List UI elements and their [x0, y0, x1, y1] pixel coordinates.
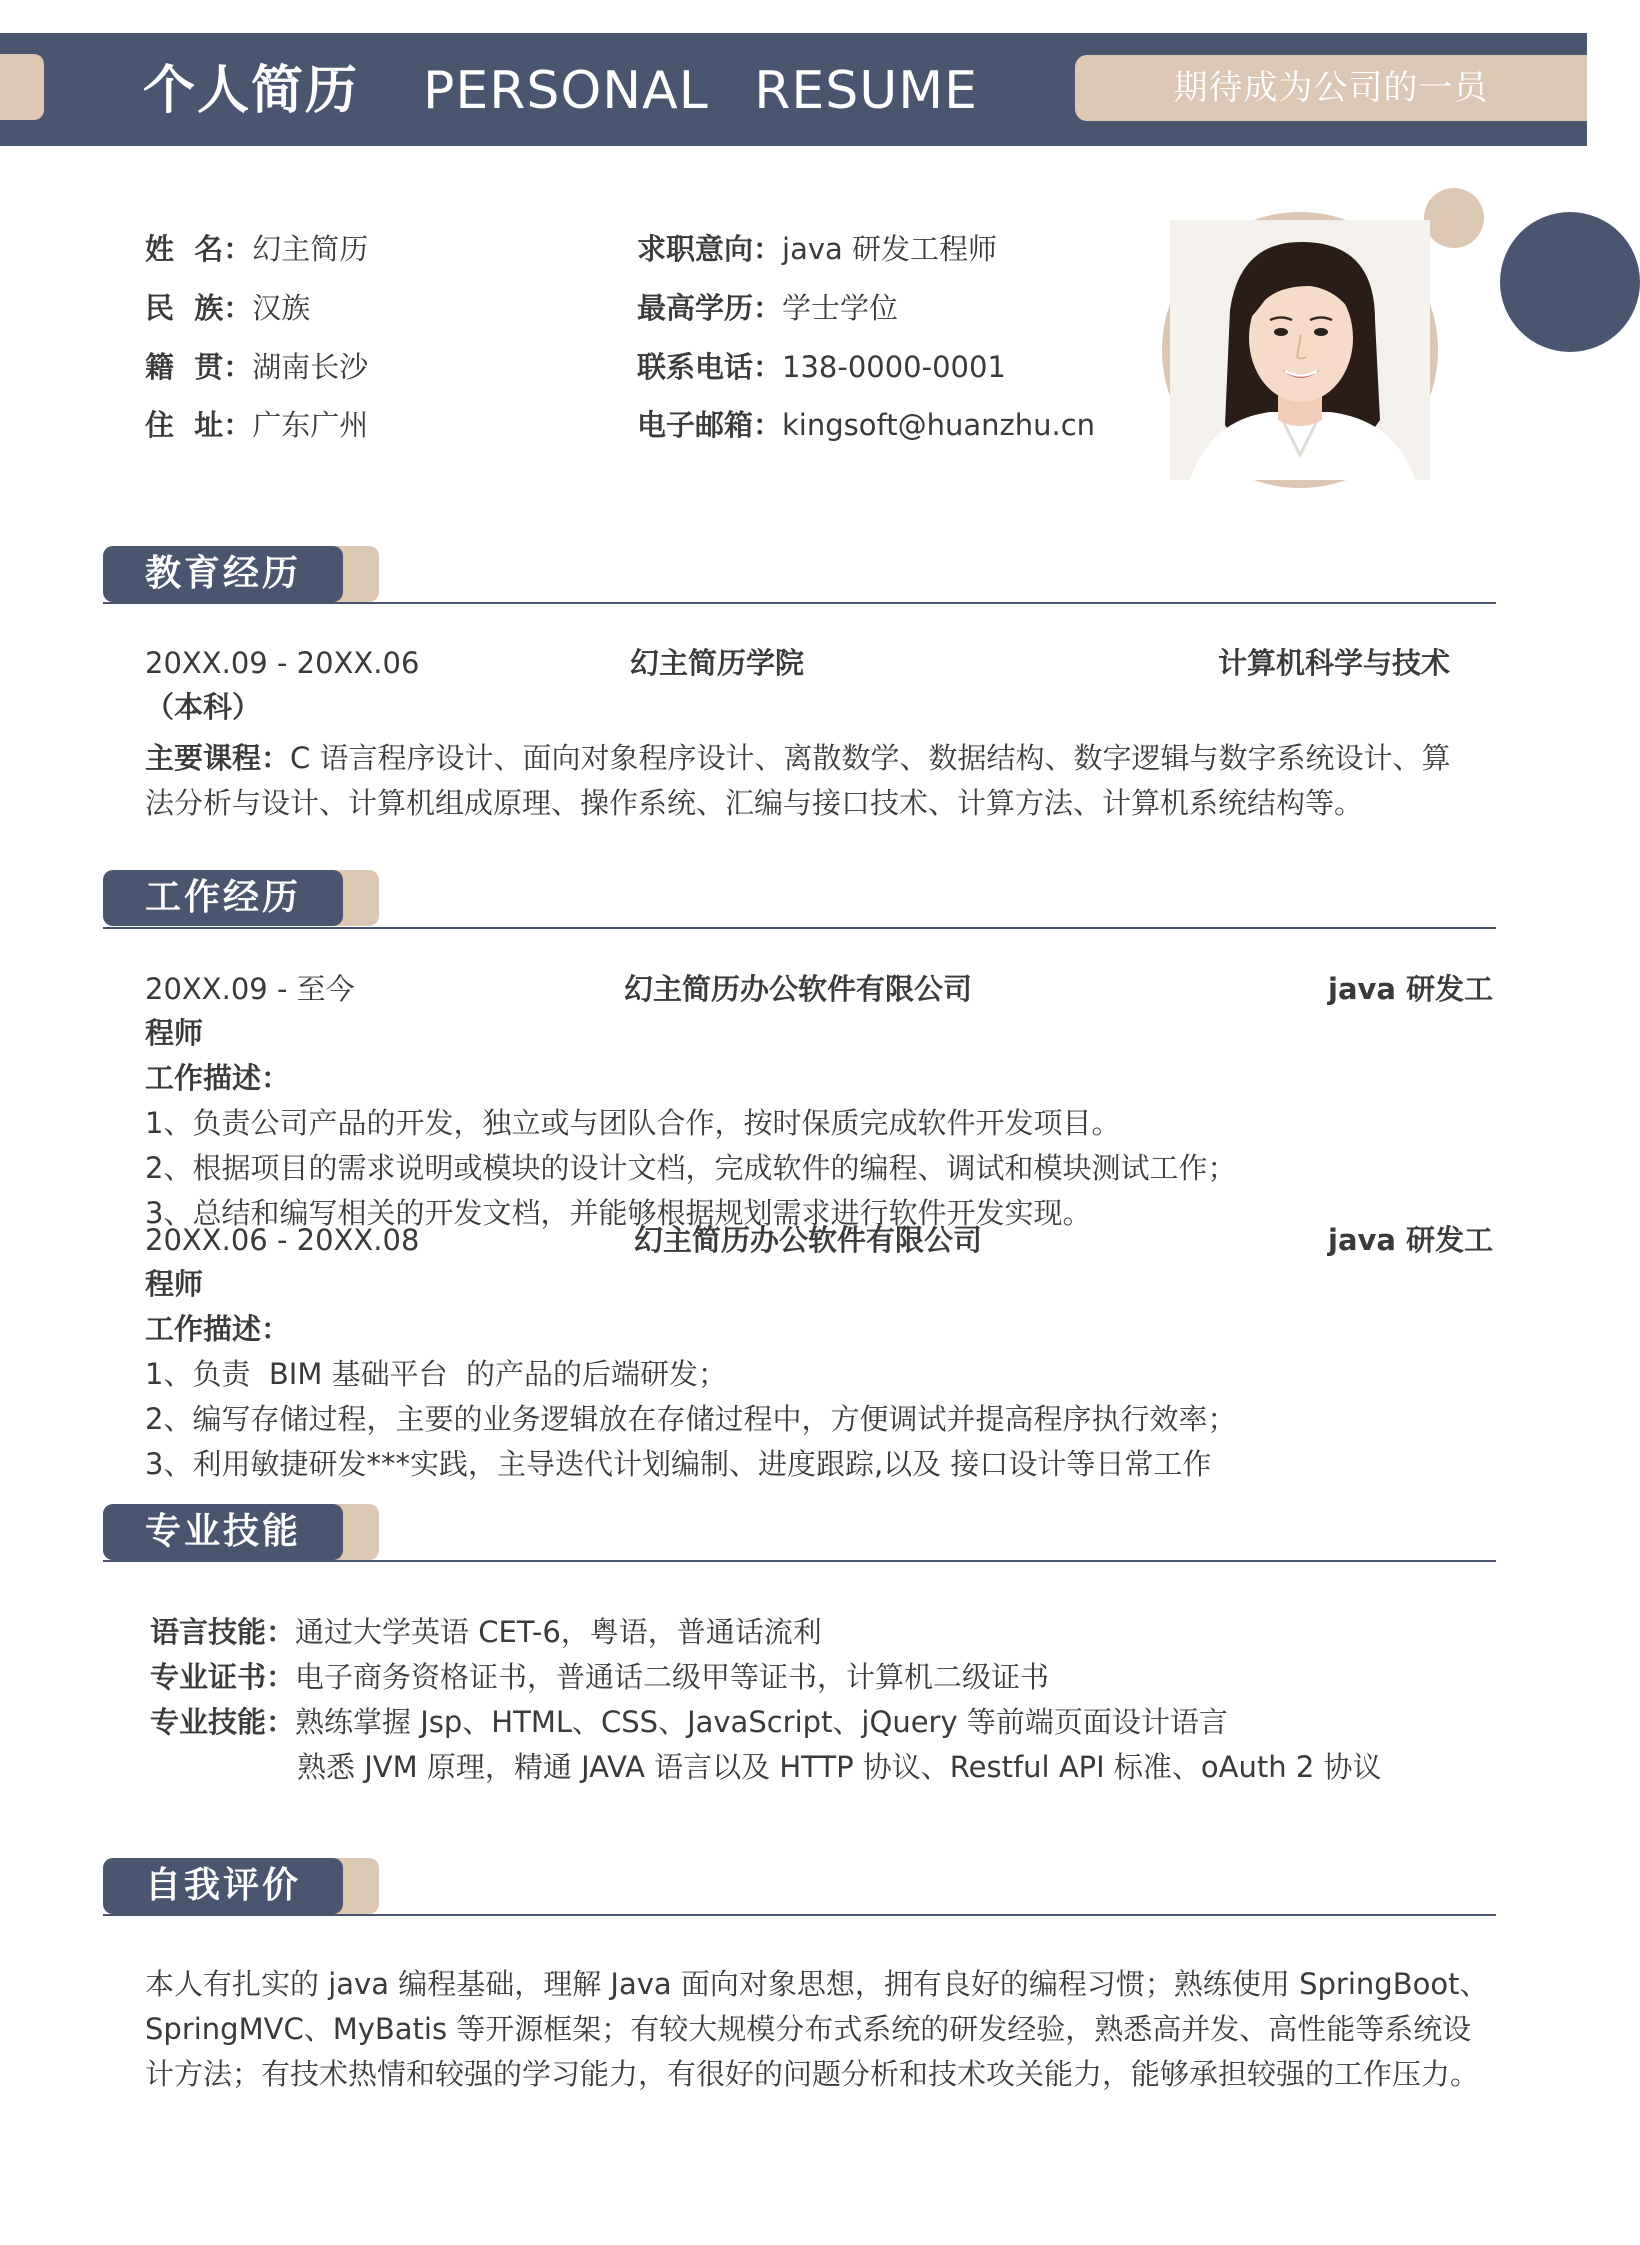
job-1-description	[145, 1101, 1505, 1230]
education-heading: 教育经历	[103, 546, 343, 602]
skill-professional-extra: 熟悉 JVM 原理，精通 JAVA 语言以及 HTTP 协议、Restful API 标准、oAuth 2 协议	[297, 1750, 1382, 1784]
avatar	[1170, 220, 1430, 480]
education-level: （本科）	[145, 690, 262, 724]
resume-title-cn: 个人简历	[143, 61, 360, 121]
skill-professional-value: 熟练掌握 Jsp、HTML、CSS、JavaScript、jQuery 等前端页面设计语言	[295, 1705, 1228, 1739]
job-2-description	[145, 1352, 1505, 1481]
job-2-line-2: 2、编写存储过程，主要的业务逻辑放在存储过程中，方便调试并提高程序执行效率；	[145, 1402, 1237, 1436]
info-ethnicity-label: 民 族：	[145, 291, 253, 325]
self-eval-heading: 自我评价	[103, 1858, 343, 1914]
education-period: 20XX.09 - 20XX.06	[145, 646, 420, 680]
job-1-role-cont: 程师	[145, 1016, 204, 1050]
info-degree-value: 学士学位	[782, 291, 899, 325]
self-eval-line-1: 本人有扎实的 java 编程基础，理解 Java 面向对象思想，拥有良好的编程习惯；熟练使用 SpringBoot、	[145, 1967, 1489, 2001]
info-address-value: 广东广州	[252, 408, 369, 442]
job-1-line-3: 3、总结和编写相关的开发文档，并能够根据规划需求进行软件开发实现。	[145, 1196, 1092, 1230]
job-2-desc-label: 工作描述：	[145, 1312, 291, 1346]
info-objective-label: 求职意向：	[637, 232, 783, 266]
education-school: 幻主简历学院	[630, 646, 805, 680]
info-degree	[637, 288, 898, 328]
self-eval-line-2: SpringMVC、MyBatis 等开源框架；有较大规模分布式系统的研发经验，熟悉高并发、高性能等系统设	[145, 2012, 1472, 2046]
decor-circle-small	[1424, 188, 1484, 248]
job-1-line-1: 1、负责公司产品的开发，独立或与团队合作，按时保质完成软件开发项目。	[145, 1106, 1121, 1140]
work-heading: 工作经历	[103, 870, 343, 926]
courses-label: 主要课程：	[145, 741, 291, 775]
header-left-tab-decoration	[0, 54, 44, 120]
work-divider	[103, 927, 1496, 929]
skill-professional	[150, 1700, 1228, 1744]
info-hometown	[145, 347, 368, 387]
job-2-role: java 研发工	[1328, 1223, 1494, 1257]
skill-language-value: 通过大学英语 CET-6，粤语，普通话流利	[295, 1615, 822, 1649]
education-major: 计算机科学与技术	[1218, 646, 1451, 680]
education-courses	[145, 736, 1505, 820]
job-2-line-3: 3、利用敏捷研发***实践，主导迭代计划编制、进度跟踪,以及 接口设计等日常工作	[145, 1447, 1212, 1481]
info-ethnicity-value: 汉族	[252, 291, 311, 325]
skill-certificates-label: 专业证书：	[150, 1660, 296, 1694]
info-name	[145, 229, 368, 269]
info-hometown-value: 湖南长沙	[252, 350, 369, 384]
info-phone	[637, 347, 1006, 387]
avatar-portrait-illustration	[1170, 220, 1430, 480]
job-1-desc-label: 工作描述：	[145, 1061, 291, 1095]
decor-circle-large	[1500, 212, 1640, 352]
courses-line-1	[145, 736, 1505, 781]
info-phone-value: 138-0000-0001	[782, 350, 1006, 384]
self-eval-divider	[103, 1914, 1496, 1916]
job-1-period: 20XX.09 - 至今	[145, 972, 355, 1006]
job-1-role: java 研发工	[1328, 972, 1494, 1006]
skill-professional-label: 专业技能：	[150, 1705, 296, 1739]
skill-language-label: 语言技能：	[150, 1615, 296, 1649]
info-degree-label: 最高学历：	[637, 291, 783, 325]
info-hometown-label: 籍 贯：	[145, 350, 253, 384]
job-2-period: 20XX.06 - 20XX.08	[145, 1223, 420, 1257]
info-name-value: 幻主简历	[252, 232, 369, 266]
skills-heading: 专业技能	[103, 1504, 343, 1560]
skills-divider	[103, 1560, 1496, 1562]
info-email-value: kingsoft@huanzhu.cn	[782, 408, 1096, 442]
self-eval-line-3: 计方法；有技术热情和较强的学习能力，有很好的问题分析和技术攻关能力，能够承担较强的工作压力。	[145, 2057, 1480, 2091]
info-name-label: 姓 名：	[145, 232, 253, 266]
skill-language	[150, 1610, 822, 1654]
info-address	[145, 405, 368, 445]
skill-certificates	[150, 1655, 1049, 1699]
job-1-line-2: 2、根据项目的需求说明或模块的设计文档，完成软件的编程、调试和模块测试工作；	[145, 1151, 1237, 1185]
education-divider	[103, 602, 1496, 604]
job-2-role-cont: 程师	[145, 1267, 204, 1301]
resume-title-en: PERSONAL RESUME	[423, 61, 979, 121]
header-slogan: 期待成为公司的一员	[1075, 55, 1587, 121]
info-email-label: 电子邮箱：	[637, 408, 783, 442]
info-objective-value: java 研发工程师	[782, 232, 997, 266]
info-phone-label: 联系电话：	[637, 350, 783, 384]
info-ethnicity	[145, 288, 310, 328]
courses-text-1: C 语言程序设计、面向对象程序设计、离散数学、数据结构、数字逻辑与数字系统设计、算	[290, 741, 1451, 775]
job-1-company: 幻主简历办公软件有限公司	[624, 972, 973, 1006]
info-objective	[637, 229, 997, 269]
info-address-label: 住 址：	[145, 408, 253, 442]
job-2-company: 幻主简历办公软件有限公司	[634, 1223, 983, 1257]
job-2-line-1: 1、负责 BIM 基础平台 的产品的后端研发；	[145, 1357, 728, 1391]
courses-line-2: 法分析与设计、计算机组成原理、操作系统、汇编与接口技术、计算方法、计算机系统结构等。	[145, 786, 1364, 820]
info-email	[637, 405, 1095, 445]
skill-certificates-value: 电子商务资格证书，普通话二级甲等证书，计算机二级证书	[295, 1660, 1050, 1694]
